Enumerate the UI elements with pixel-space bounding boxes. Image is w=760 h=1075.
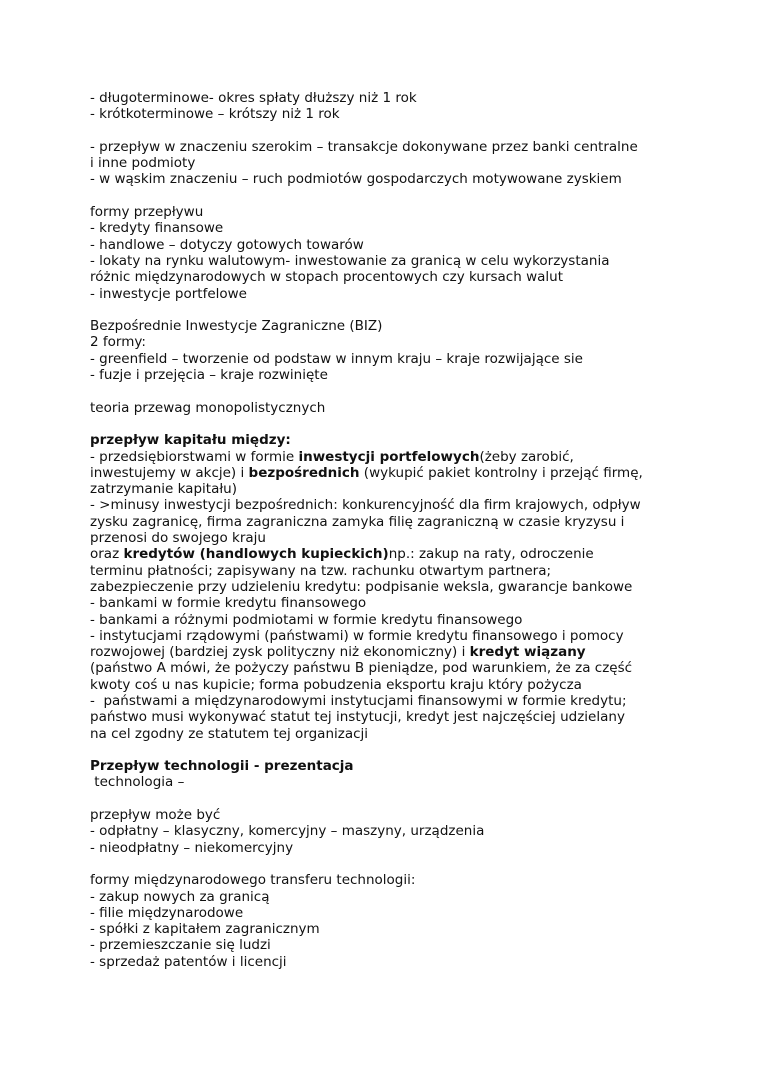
bold-text: kredytów (handlowych kupieckich) bbox=[123, 546, 389, 563]
text-line bbox=[90, 432, 690, 448]
text-line bbox=[90, 367, 690, 383]
text-run: - przedsiębiorstwami w formie bbox=[90, 448, 299, 465]
text-run: - spółki z kapitałem zagranicznym bbox=[90, 921, 320, 938]
blank-line bbox=[90, 302, 690, 318]
text-line bbox=[90, 90, 690, 106]
text-line bbox=[90, 579, 690, 595]
text-run: - sprzedaż patentów i licencji bbox=[90, 953, 287, 970]
text-run: (żeby zarobić, bbox=[479, 448, 574, 465]
text-run: - nieodpłatny – niekomercyjny bbox=[90, 839, 294, 856]
blank-line bbox=[90, 742, 690, 758]
text-line bbox=[90, 628, 690, 644]
text-run: (państwo A mówi, że pożyczy państwu B pieniądze, pod warunkiem, że za część bbox=[90, 660, 633, 677]
text-run: zabezpieczenie przy udzieleniu kredytu: podpisanie weksla, gwarancje bankowe bbox=[90, 578, 633, 595]
text-line bbox=[90, 318, 690, 334]
document-body bbox=[90, 90, 690, 970]
text-run: - przepływ w znaczeniu szerokim – transakcje dokonywane przez banki centralne bbox=[90, 138, 638, 155]
text-line bbox=[90, 220, 690, 236]
text-line bbox=[90, 905, 690, 921]
text-run: przenosi do swojego kraju bbox=[90, 530, 266, 547]
text-run: państwo musi wykonywać statut tej instytucji, kredyt jest najczęściej udzielany bbox=[90, 709, 625, 726]
blank-line bbox=[90, 383, 690, 399]
text-line bbox=[90, 840, 690, 856]
text-line bbox=[90, 954, 690, 970]
text-line bbox=[90, 693, 690, 709]
text-run: - instytucjami rządowymi (państwami) w formie kredytu finansowego i pomocy bbox=[90, 627, 624, 644]
text-run: - długoterminowe- okres spłaty dłuższy niż 1 rok bbox=[90, 90, 417, 106]
text-run: - kredyty finansowe bbox=[90, 220, 224, 237]
text-line bbox=[90, 269, 690, 285]
text-run: różnic międzynarodowych w stopach procentowych czy kursach walut bbox=[90, 269, 563, 286]
text-line bbox=[90, 155, 690, 171]
text-run: - inwestycje portfelowe bbox=[90, 285, 247, 302]
text-run: - państwami a międzynarodowymi instytucjami finansowymi w formie kredytu; bbox=[90, 692, 627, 709]
text-line bbox=[90, 937, 690, 953]
text-run: terminu płatności; zapisywany na tzw. rachunku otwartym partnera; bbox=[90, 562, 552, 579]
text-line bbox=[90, 807, 690, 823]
text-run: kwoty coś u nas kupicie; forma pobudzenia eksportu kraju który pożycza bbox=[90, 676, 582, 693]
text-run: - w wąskim znaczeniu – ruch podmiotów gospodarczych motywowane zyskiem bbox=[90, 171, 622, 188]
text-run: oraz bbox=[90, 546, 124, 563]
bold-text: inwestycji portfelowych bbox=[298, 448, 480, 465]
bold-text: kredyt wiązany bbox=[469, 644, 586, 661]
text-run: na cel zgodny ze statutem tej organizacji bbox=[90, 725, 369, 742]
text-run: np.: zakup na raty, odroczenie bbox=[388, 546, 594, 563]
text-line bbox=[90, 889, 690, 905]
text-run: i inne podmioty bbox=[90, 155, 196, 172]
text-line bbox=[90, 286, 690, 302]
text-run: - >minusy inwestycji bezpośrednich: konkurencyjność dla firm krajowych, odpływ bbox=[90, 497, 641, 514]
blank-line bbox=[90, 416, 690, 432]
text-line bbox=[90, 612, 690, 628]
text-run: formy międzynarodowego transferu technologii: bbox=[90, 872, 416, 889]
text-run: technologia – bbox=[90, 774, 185, 791]
text-line bbox=[90, 253, 690, 269]
text-line bbox=[90, 449, 690, 465]
text-run: - przemieszczanie się ludzi bbox=[90, 937, 271, 954]
text-run: formy przepływu bbox=[90, 204, 204, 221]
text-line bbox=[90, 758, 690, 774]
text-line bbox=[90, 204, 690, 220]
text-line bbox=[90, 726, 690, 742]
blank-line bbox=[90, 856, 690, 872]
text-line bbox=[90, 823, 690, 839]
blank-line bbox=[90, 188, 690, 204]
text-line bbox=[90, 563, 690, 579]
text-run: - zakup nowych za granicą bbox=[90, 888, 270, 905]
text-run: (wykupić pakiet kontrolny i przejąć firmę, bbox=[359, 464, 643, 481]
text-line bbox=[90, 546, 690, 562]
text-run: 2 formy: bbox=[90, 334, 146, 351]
text-line bbox=[90, 481, 690, 497]
text-line bbox=[90, 644, 690, 660]
text-run: - bankami w formie kredytu finansowego bbox=[90, 595, 367, 612]
text-line bbox=[90, 237, 690, 253]
blank-line bbox=[90, 791, 690, 807]
text-line bbox=[90, 465, 690, 481]
text-line bbox=[90, 530, 690, 546]
text-run: - greenfield – tworzenie od podstaw w innym kraju – kraje rozwijające sie bbox=[90, 350, 583, 367]
text-line bbox=[90, 106, 690, 122]
text-line bbox=[90, 497, 690, 513]
text-line bbox=[90, 514, 690, 530]
text-line bbox=[90, 400, 690, 416]
text-run: - handlowe – dotyczy gotowych towarów bbox=[90, 236, 364, 253]
text-run: rozwojowej (bardziej zysk polityczny niż ekonomiczny) i bbox=[90, 644, 470, 661]
text-line bbox=[90, 872, 690, 888]
text-line bbox=[90, 139, 690, 155]
text-line bbox=[90, 171, 690, 187]
text-run: teoria przewag monopolistycznych bbox=[90, 399, 326, 416]
text-run: - lokaty na rynku walutowym- inwestowanie za granicą w celu wykorzystania bbox=[90, 252, 610, 269]
text-run: - filie międzynarodowe bbox=[90, 904, 244, 921]
text-line bbox=[90, 677, 690, 693]
bold-text: Przepływ technologii - prezentacja bbox=[90, 758, 354, 775]
text-line bbox=[90, 595, 690, 611]
text-line bbox=[90, 351, 690, 367]
text-line bbox=[90, 921, 690, 937]
text-run: przepływ może być bbox=[90, 807, 221, 824]
text-run: - odpłatny – klasyczny, komercyjny – maszyny, urządzenia bbox=[90, 823, 485, 840]
bold-text: przepływ kapitału między: bbox=[90, 432, 291, 449]
text-run: - fuzje i przejęcia – kraje rozwinięte bbox=[90, 367, 328, 384]
text-line bbox=[90, 774, 690, 790]
text-run: Bezpośrednie Inwestycje Zagraniczne (BIZ) bbox=[90, 318, 383, 335]
text-line bbox=[90, 334, 690, 350]
text-line bbox=[90, 660, 690, 676]
blank-line bbox=[90, 123, 690, 139]
text-line bbox=[90, 709, 690, 725]
text-run: - krótkoterminowe – krótszy niż 1 rok bbox=[90, 106, 340, 123]
text-run: zatrzymanie kapitału) bbox=[90, 481, 238, 498]
text-run: - bankami a różnymi podmiotami w formie kredytu finansowego bbox=[90, 611, 523, 628]
text-run: inwestujemy w akcje) i bbox=[90, 464, 249, 481]
bold-text: bezpośrednich bbox=[248, 464, 360, 481]
text-run: zysku zagranicę, firma zagraniczna zamyka filię zagraniczną w czasie kryzysu i bbox=[90, 513, 625, 530]
